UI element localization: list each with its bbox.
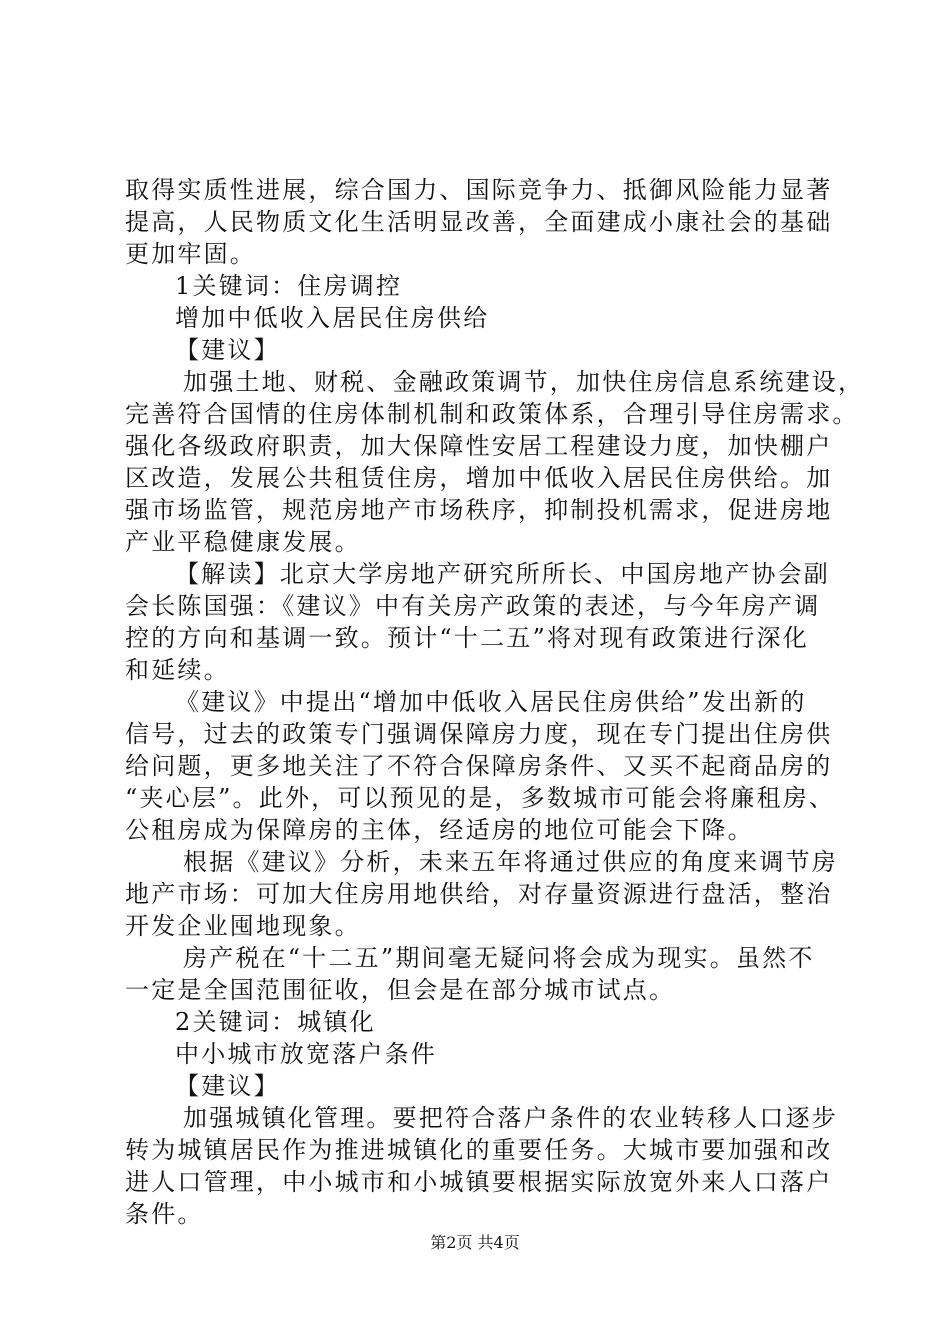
text-line: 增加中低收入居民住房供给 bbox=[175, 304, 490, 332]
text-line: 2关键词：城镇化 bbox=[175, 1008, 376, 1036]
text-line: 【解读】北京大学房地产研究所所长、中国房地产协会副 bbox=[175, 560, 830, 588]
text-line: 取得实质性进展，综合国力、国际竞争力、抵御风险能力显著 bbox=[125, 176, 833, 204]
text-line: 【建议】 bbox=[175, 1072, 280, 1100]
text-line: 一定是全国范围征收，但会是在部分城市试点。 bbox=[125, 976, 676, 1004]
text-line: 《建议》中提出“增加中低收入居民住房供给”发出新的 bbox=[175, 688, 807, 716]
text-line: 开发企业囤地现象。 bbox=[125, 912, 361, 940]
text-line: 完善符合国情的住房体制机制和政策体系，合理引导住房需求。 bbox=[125, 400, 859, 428]
text-line: 转为城镇居民作为推进城镇化的重要任务。大城市要加强和改 bbox=[125, 1136, 833, 1164]
text-line: 产业平稳健康发展。 bbox=[125, 528, 361, 556]
document-body bbox=[125, 174, 865, 1230]
text-line: 1关键词：住房调控 bbox=[175, 272, 403, 300]
text-line: 提高，人民物质文化生活明显改善，全面建成小康社会的基础 bbox=[125, 208, 833, 236]
text-line: 【建议】 bbox=[175, 336, 280, 364]
text-line: 会长陈国强：《建议》中有关房产政策的表述，与今年房产调 bbox=[125, 592, 821, 620]
text-line: 加强城镇化管理。要把符合落户条件的农业转移人口逐步 bbox=[183, 1104, 838, 1132]
text-line: 地产市场：可加大住房用地供给，对存量资源进行盘活，整治 bbox=[125, 880, 833, 908]
text-line: 和延续。 bbox=[125, 656, 230, 684]
text-line: 条件。 bbox=[125, 1200, 204, 1228]
text-line: 中小城市放宽落户条件 bbox=[175, 1040, 437, 1068]
text-line: 给问题，更多地关注了不符合保障房条件、又买不起商品房的 bbox=[125, 752, 833, 780]
text-line: 房产税在“十二五”期间毫无疑问将会成为现实。虽然不 bbox=[183, 944, 815, 972]
text-line: 区改造，发展公共租赁住房，增加中低收入居民住房供给。加 bbox=[125, 464, 833, 492]
text-line: 进人口管理，中小城市和小城镇要根据实际放宽外来人口落户 bbox=[125, 1168, 833, 1196]
text-line: “夹心层”。此外，可以预见的是，多数城市可能会将廉租房、 bbox=[125, 784, 836, 812]
text-line: 公租房成为保障房的主体，经适房的地位可能会下降。 bbox=[125, 816, 754, 844]
text-line: 信号，过去的政策专门强调保障房力度，现在专门提出住房供 bbox=[125, 720, 833, 748]
text-line: 加强土地、财税、金融政策调节，加快住房信息系统建设， bbox=[183, 368, 865, 396]
text-line: 根据《建议》分析，未来五年将通过供应的角度来调节房 bbox=[183, 848, 838, 876]
text-line: 更加牢固。 bbox=[125, 240, 256, 268]
text-line: 强化各级政府职责，加大保障性安居工程建设力度，加快棚户 bbox=[125, 432, 833, 460]
page-footer: 第2页 共4页 bbox=[430, 1233, 520, 1252]
text-line: 控的方向和基调一致。预计“十二五”将对现有政策进行深化 bbox=[125, 624, 809, 652]
text-line: 强市场监管，规范房地产市场秩序，抑制投机需求，促进房地 bbox=[125, 496, 833, 524]
